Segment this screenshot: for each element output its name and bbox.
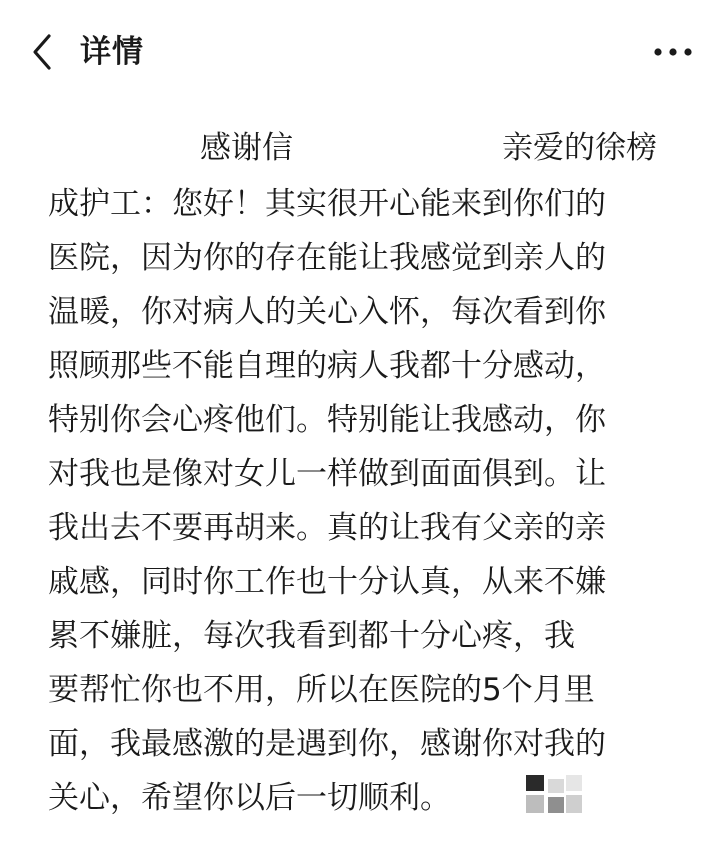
- letter-line: 关心，希望你以后一切顺利。: [48, 780, 451, 816]
- letter-line: 特别你会心疼他们。特别能让我感动，你: [48, 402, 606, 438]
- letter-line: 戚感，同时你工作也十分认真，从来不嫌: [48, 564, 606, 600]
- redacted-signature: [522, 775, 586, 817]
- letter-line: 成护工：您好！其实很开心能来到你们的: [48, 186, 606, 222]
- letter-line: 累不嫌脏，每次我看到都十分心疼，我: [48, 618, 575, 654]
- letter-line: 面，我最感激的是遇到你，感谢你对我的: [48, 726, 606, 762]
- letter-line: 照顾那些不能自理的病人我都十分感动，: [48, 348, 606, 384]
- letter-line: 对我也是像对女儿一样做到面面俱到。让: [48, 456, 606, 492]
- page-title: 详情: [80, 34, 144, 70]
- letter-line: 我出去不要再胡来。真的让我有父亲的亲: [48, 510, 606, 546]
- letter-line: 医院，因为你的存在能让我感觉到亲人的: [48, 240, 606, 276]
- letter-line: 要帮忙你也不用，所以在医院的5个月里: [48, 672, 595, 708]
- letter-line: 温暖，你对病人的关心入怀，每次看到你: [48, 294, 606, 330]
- letter-salutation: 亲爱的徐榜: [502, 130, 657, 166]
- letter-title: 感谢信: [200, 130, 293, 166]
